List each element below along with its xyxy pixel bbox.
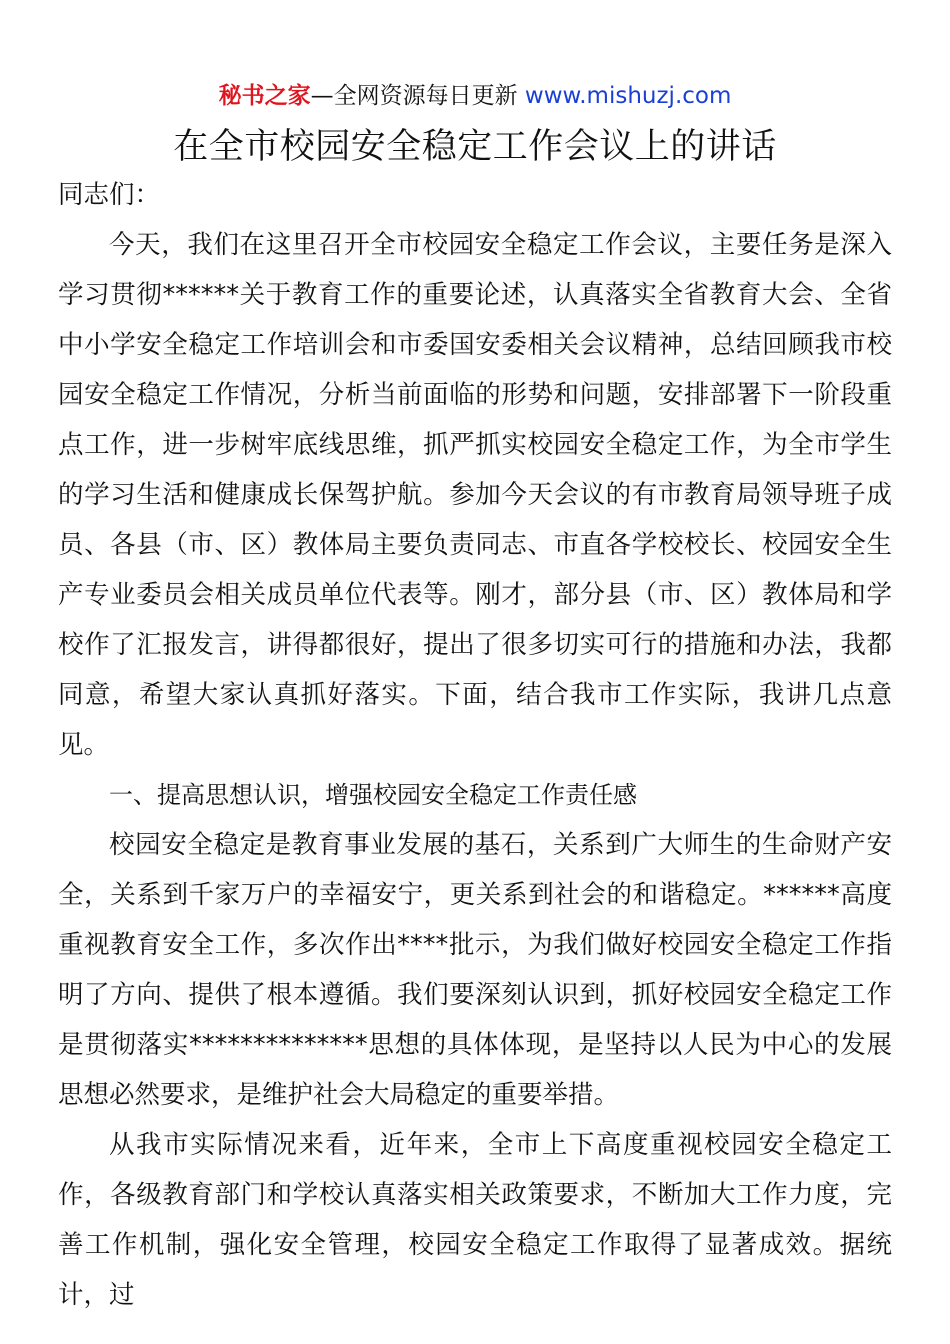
paragraph: 从我市实际情况来看，近年来，全市上下高度重视校园安全稳定工作，各级教育部门和学校认真落实相关政策要求，不断加大工作力度，完善工作机制，强化安全管理，校园安全稳定工作取得了显著成效。据统计，过 [58,1130,892,1310]
site-url-link[interactable]: www.mishuzj.com [524,83,732,109]
paragraph: 今天，我们在这里召开全市校园安全稳定工作会议，主要任务是深入学习贯彻******关于教育工作的重要论述，认真落实全省教育大会、全省中小学安全稳定工作培训会和市委国安委相关会议精神，总结回顾我市校园安全稳定工作情况，分析当前面临的形势和问题，安排部署下一阶段重点工作，进一步树牢底线思维，抓严抓实校园安全稳定工作，为全市学生的学习生活和健康成长保驾护航。参加今天会议的有市教育局领导班子成员、各县（市、区）教体局主要负责同志、市直各学校校长、校园安全生产专业委员会相关成员单位代表等。刚才，部分县（市、区）教体局和学校作了汇报发言，讲得都很好，提出了很多切实可行的措施和办法，我都同意，希望大家认真抓好落实。下面，结合我市工作实际，我讲几点意见。 [58,230,892,760]
section-heading: 一、提高思想认识，增强校园安全稳定工作责任感 [109,781,637,809]
document-title: 在全市校园安全稳定工作会议上的讲话 [173,127,777,167]
brand-name: 秘书之家 [218,83,311,109]
paragraph: 校园安全稳定是教育事业发展的基石，关系到广大师生的生命财产安全，关系到千家万户的幸福安宁，更关系到社会的和谐稳定。******高度重视教育安全工作，多次作出****批示，为我们做好校园安全稳定工作指明了方向、提供了根本遵循。我们要深刻认识到，抓好校园安全稳定工作是贯彻落实**************思想的具体体现，是坚持以人民为中心的发展思想必然要求，是维护社会大局稳定的重要举措。 [58,830,892,1110]
site-header [0,80,950,112]
salutation: 同志们： [58,180,161,210]
header-tagline: —全网资源每日更新 [310,83,518,109]
document-body [58,170,892,1320]
